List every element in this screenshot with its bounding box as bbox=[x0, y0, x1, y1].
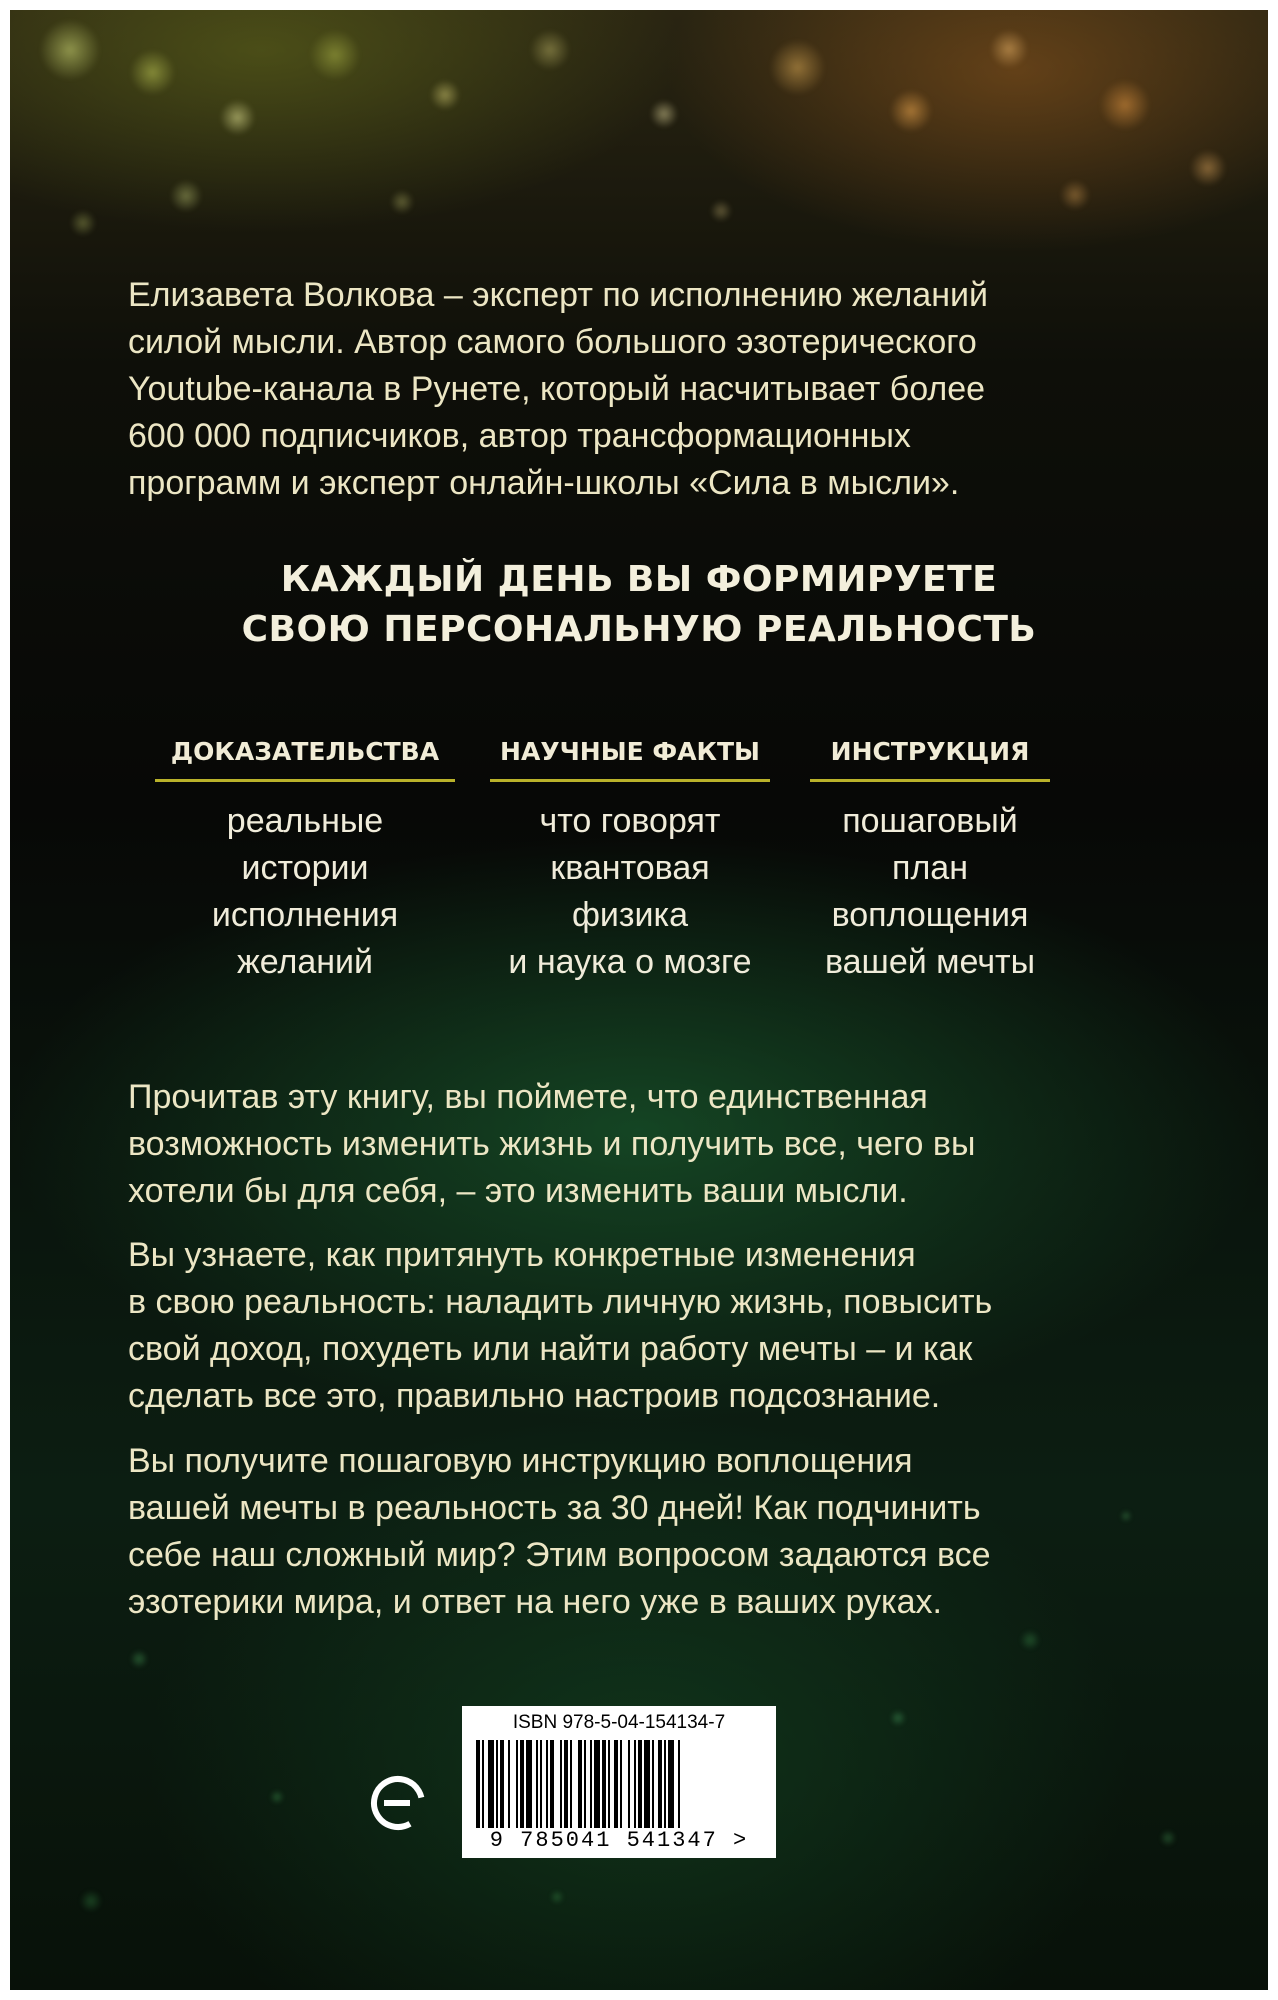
bokeh-light bbox=[390, 190, 414, 214]
barcode-bar bbox=[488, 1740, 494, 1836]
column-title: ДОКАЗАТЕЛЬСТВА bbox=[170, 737, 440, 766]
column-science bbox=[490, 735, 770, 986]
barcode-bar bbox=[482, 1740, 484, 1836]
barcode-bar bbox=[564, 1740, 568, 1836]
barcode-bar bbox=[594, 1740, 600, 1836]
bokeh-light bbox=[1100, 80, 1150, 130]
bokeh-light bbox=[80, 1890, 102, 1912]
column-divider bbox=[155, 779, 455, 782]
column-instruction bbox=[810, 735, 1050, 986]
column-divider bbox=[490, 779, 770, 782]
barcode-bar bbox=[668, 1740, 674, 1836]
headline bbox=[10, 555, 1268, 655]
barcode-bar bbox=[508, 1740, 510, 1836]
barcode-bar bbox=[678, 1740, 680, 1836]
barcode-bar bbox=[560, 1740, 562, 1836]
barcode-bar bbox=[590, 1740, 592, 1836]
bokeh-light bbox=[890, 90, 932, 132]
column-text: реальные истории исполнения желаний bbox=[211, 802, 399, 981]
headline-line: КАЖДЫЙ ДЕНЬ ВЫ ФОРМИРУЕТЕ bbox=[280, 559, 998, 600]
barcode-bar bbox=[476, 1740, 480, 1836]
bio-line: Елизавета Волкова – эксперт по исполнению желаний bbox=[128, 276, 988, 314]
headline-line: СВОЮ ПЕРСОНАЛЬНУЮ РЕАЛЬНОСТЬ bbox=[241, 609, 1037, 650]
book-back-cover bbox=[10, 10, 1268, 1990]
barcode-bar bbox=[634, 1740, 636, 1836]
barcode-bar bbox=[602, 1740, 606, 1836]
barcode-bar bbox=[608, 1740, 610, 1836]
bokeh-light bbox=[70, 210, 96, 236]
bokeh-light bbox=[1160, 1830, 1176, 1846]
bokeh-light bbox=[550, 1890, 564, 1904]
column-title: ИНСТРУКЦИЯ bbox=[830, 737, 1030, 766]
column-divider bbox=[810, 779, 1050, 782]
bokeh-light bbox=[130, 1650, 148, 1668]
bokeh-light bbox=[530, 30, 570, 70]
bokeh-light bbox=[710, 200, 732, 222]
bokeh-light bbox=[990, 30, 1028, 68]
barcode-bar bbox=[620, 1740, 622, 1836]
description-paragraph-1: Прочитав эту книгу, вы поймете, что единственная возможность изменить жизнь и получить все, чего вы хотели бы для себя, – это изменить ваши мысли. bbox=[128, 1078, 976, 1210]
bokeh-light bbox=[1060, 180, 1090, 210]
barcode-block bbox=[462, 1706, 776, 1858]
description-paragraph-2: Вы узнаете, как притянуть конкретные изменения в свою реальность: наладить личную жизнь, повысить свой доход, похудеть или найти работу мечты – и как сделать все это, правильно настроив подсознание. bbox=[128, 1236, 993, 1415]
eksmo-logo-icon bbox=[370, 1775, 426, 1831]
barcode-bar bbox=[614, 1740, 618, 1836]
bokeh-light bbox=[40, 20, 100, 80]
bokeh-light bbox=[270, 1790, 284, 1804]
barcode-number: 9 785041 541347 > bbox=[472, 1828, 766, 1853]
barcode-bar bbox=[550, 1740, 554, 1836]
bokeh-light bbox=[310, 30, 360, 80]
bio-line: силой мысли. Автор самого большого эзотерического bbox=[128, 323, 977, 361]
column-text: пошаговый план воплощения вашей мечты bbox=[824, 802, 1036, 981]
isbn-text: ISBN 978-5-04-154134-7 bbox=[512, 1712, 726, 1733]
barcode-bar bbox=[578, 1740, 582, 1836]
bokeh-light bbox=[650, 100, 678, 128]
barcode-bar bbox=[570, 1740, 572, 1836]
bokeh-light bbox=[1190, 150, 1226, 186]
barcode-bar bbox=[520, 1740, 524, 1836]
barcode-bar bbox=[536, 1740, 538, 1836]
barcode-bar bbox=[638, 1740, 642, 1836]
description-paragraph-3: Вы получите пошаговую инструкцию воплощения вашей мечты в реальность за 30 дней! Как подчинить себе наш сложный мир? Этим вопросом задаются все эзотерики мира, и ответ на него уже в ваших руках. bbox=[128, 1442, 991, 1621]
bio-line: 600 000 подписчиков, автор трансформационных bbox=[128, 417, 911, 455]
author-bio bbox=[128, 272, 1168, 507]
barcode-bar bbox=[658, 1740, 662, 1836]
barcode-bar bbox=[516, 1740, 518, 1836]
bokeh-light bbox=[1020, 1630, 1040, 1650]
bokeh-light bbox=[430, 80, 460, 110]
bokeh-light bbox=[770, 40, 825, 95]
barcode-bar bbox=[664, 1740, 666, 1836]
column-title: НАУЧНЫЕ ФАКТЫ bbox=[500, 737, 760, 766]
bio-line: Youtube-канала в Рунете, который насчитывает более bbox=[128, 370, 986, 408]
barcode-bar bbox=[496, 1740, 498, 1836]
barcode-bar bbox=[644, 1740, 650, 1836]
barcode-bar bbox=[584, 1740, 586, 1836]
barcode-icon bbox=[472, 1740, 766, 1840]
bokeh-light bbox=[170, 180, 202, 212]
bokeh-light bbox=[890, 1710, 906, 1726]
bokeh-light bbox=[130, 50, 175, 95]
barcode-bar bbox=[546, 1740, 548, 1836]
barcode-bar bbox=[628, 1740, 630, 1836]
barcode-bar bbox=[652, 1740, 654, 1836]
bokeh-light bbox=[220, 100, 255, 135]
barcode-bar bbox=[540, 1740, 542, 1836]
barcode-bar bbox=[526, 1740, 532, 1836]
column-text: что говорят квантовая физика и наука о мозге bbox=[508, 802, 752, 981]
column-proofs bbox=[155, 735, 455, 986]
bio-line: программ и эксперт онлайн-школы «Сила в мысли». bbox=[128, 464, 960, 502]
barcode-bar bbox=[500, 1740, 504, 1836]
